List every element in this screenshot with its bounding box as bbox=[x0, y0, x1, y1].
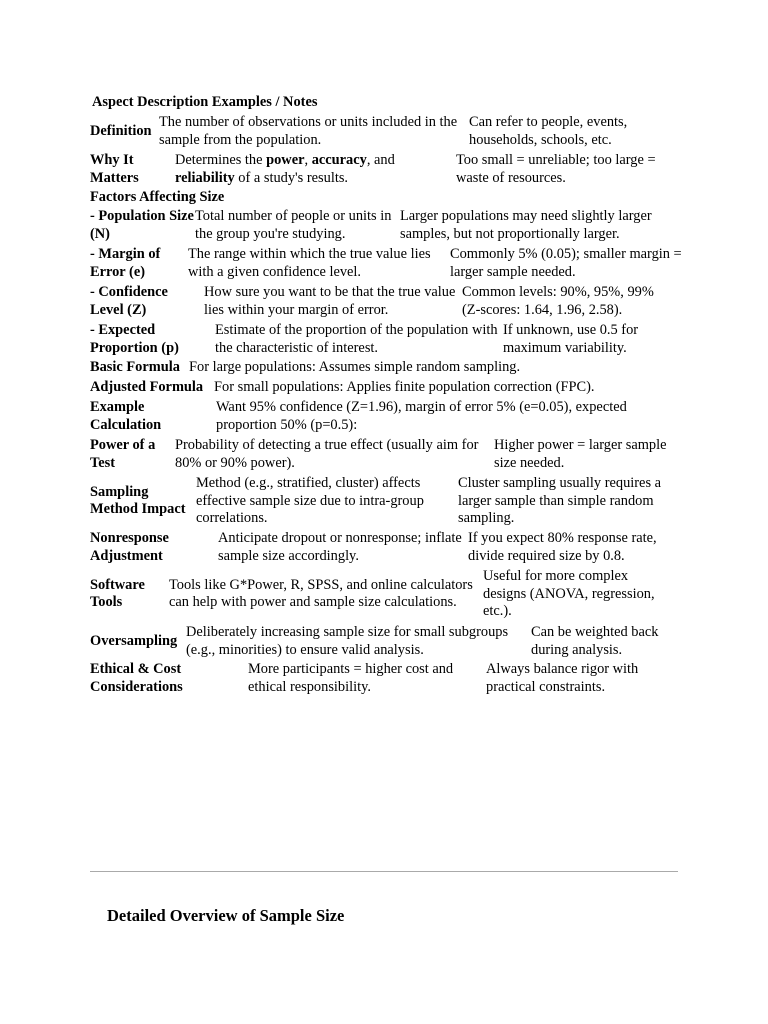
table-row bbox=[90, 284, 672, 319]
table-row bbox=[90, 661, 656, 696]
table-row bbox=[90, 399, 666, 434]
row-description: For small populations: Applies finite population correction (FPC). bbox=[214, 379, 595, 395]
table-row bbox=[90, 322, 663, 357]
row-description: For large populations: Assumes simple random sampling. bbox=[189, 359, 521, 375]
description-text: of a study's results. bbox=[234, 169, 349, 186]
row-description: Total number of people or units in the group you're studying. bbox=[195, 208, 392, 242]
row-aspect: Nonresponse Adjustment bbox=[90, 530, 169, 564]
row-notes: Always balance rigor with practical constraints. bbox=[486, 661, 639, 695]
row-notes: Can refer to people, events, households, schools, etc. bbox=[469, 114, 628, 148]
row-aspect: - Expected Proportion (p) bbox=[90, 322, 179, 356]
row-notes: Higher power = larger sample size needed. bbox=[494, 437, 667, 471]
description-bold-power: power bbox=[266, 152, 305, 168]
row-description: Method (e.g., stratified, cluster) affects effective sample size due to intra-group correlations. bbox=[196, 475, 424, 526]
description-bold-reliability: reliability bbox=[175, 169, 235, 186]
section-heading: Detailed Overview of Sample Size bbox=[107, 906, 345, 925]
row-aspect: Oversampling bbox=[90, 632, 178, 649]
row-notes: Can be weighted back during analysis. bbox=[531, 624, 659, 658]
table-row bbox=[90, 246, 682, 281]
row-aspect: Ethical & Cost Considerations bbox=[90, 661, 183, 695]
table-header: Aspect Description Examples / Notes bbox=[92, 94, 318, 110]
row-notes: Too small = unreliable; too large = waste of resources. bbox=[456, 152, 656, 186]
row-notes: If unknown, use 0.5 for maximum variability. bbox=[503, 322, 639, 356]
row-description: Probability of detecting a true effect (usually aim for 80% or 90% power). bbox=[175, 437, 479, 471]
row-aspect: Basic Formula bbox=[90, 359, 180, 375]
table-row bbox=[90, 359, 520, 377]
row-description: Tools like G*Power, R, SPSS, and online calculators can help with power and sample size calculations. bbox=[169, 576, 473, 611]
row-aspect: Why It Matters bbox=[90, 152, 139, 186]
row-aspect: - Population Size (N) bbox=[90, 208, 194, 242]
description-bold-accuracy: accuracy bbox=[311, 152, 367, 168]
row-aspect: Factors Affecting Size bbox=[90, 189, 225, 205]
row-notes: Commonly 5% (0.05); smaller margin = larger sample needed. bbox=[450, 246, 682, 280]
row-aspect: Software Tools bbox=[90, 576, 145, 611]
table-row bbox=[90, 152, 678, 187]
row-notes: Common levels: 90%, 95%, 99% (Z-scores: 1.64, 1.96, 2.58). bbox=[462, 284, 654, 318]
row-aspect: - Margin of Error (e) bbox=[90, 246, 161, 280]
row-description: Want 95% confidence (Z=1.96), margin of error 5% (e=0.05), expected proportion 50% (p=0.5): bbox=[216, 399, 627, 433]
table-row bbox=[90, 530, 673, 565]
row-notes: Larger populations may need slightly larger samples, but not proportionally larger. bbox=[400, 208, 652, 242]
description-text: , and bbox=[366, 152, 395, 168]
table-row bbox=[90, 379, 595, 397]
row-description: The number of observations or units included in the sample from the population. bbox=[159, 114, 458, 148]
table-row bbox=[90, 475, 678, 528]
row-description: Deliberately increasing sample size for small subgroups (e.g., minorities) to ensure valid analysis. bbox=[186, 624, 509, 658]
row-description: More participants = higher cost and ethical responsibility. bbox=[248, 661, 454, 695]
row-aspect: Adjusted Formula bbox=[90, 379, 204, 395]
row-notes: Cluster sampling usually requires a larger sample than simple random sampling. bbox=[458, 475, 662, 526]
row-description: Anticipate dropout or nonresponse; inflate sample size accordingly. bbox=[218, 530, 462, 564]
table-row bbox=[90, 114, 649, 149]
table-section-row bbox=[90, 189, 224, 207]
row-aspect: Example Calculation bbox=[90, 399, 162, 433]
table-row bbox=[90, 437, 684, 472]
row-aspect: Sampling Method Impact bbox=[90, 483, 186, 518]
row-notes: If you expect 80% response rate, divide required size by 0.8. bbox=[468, 530, 657, 564]
row-aspect: Power of a Test bbox=[90, 437, 156, 471]
table-row bbox=[90, 568, 668, 621]
horizontal-divider bbox=[90, 871, 678, 872]
table-row bbox=[90, 624, 671, 659]
row-aspect: - Confidence Level (Z) bbox=[90, 284, 168, 318]
row-notes: Useful for more complex designs (ANOVA, regression, etc.). bbox=[483, 568, 655, 619]
row-description: Estimate of the proportion of the population with the characteristic of interest. bbox=[215, 322, 498, 356]
description-text: Determines the bbox=[175, 152, 267, 168]
row-description: The range within which the true value lies with a given confidence level. bbox=[188, 246, 431, 280]
description-text: , bbox=[304, 152, 312, 168]
row-description bbox=[175, 152, 456, 187]
row-description: How sure you want to be that the true value lies within your margin of error. bbox=[204, 284, 456, 318]
table-row bbox=[90, 208, 670, 243]
row-aspect: Definition bbox=[90, 122, 152, 139]
